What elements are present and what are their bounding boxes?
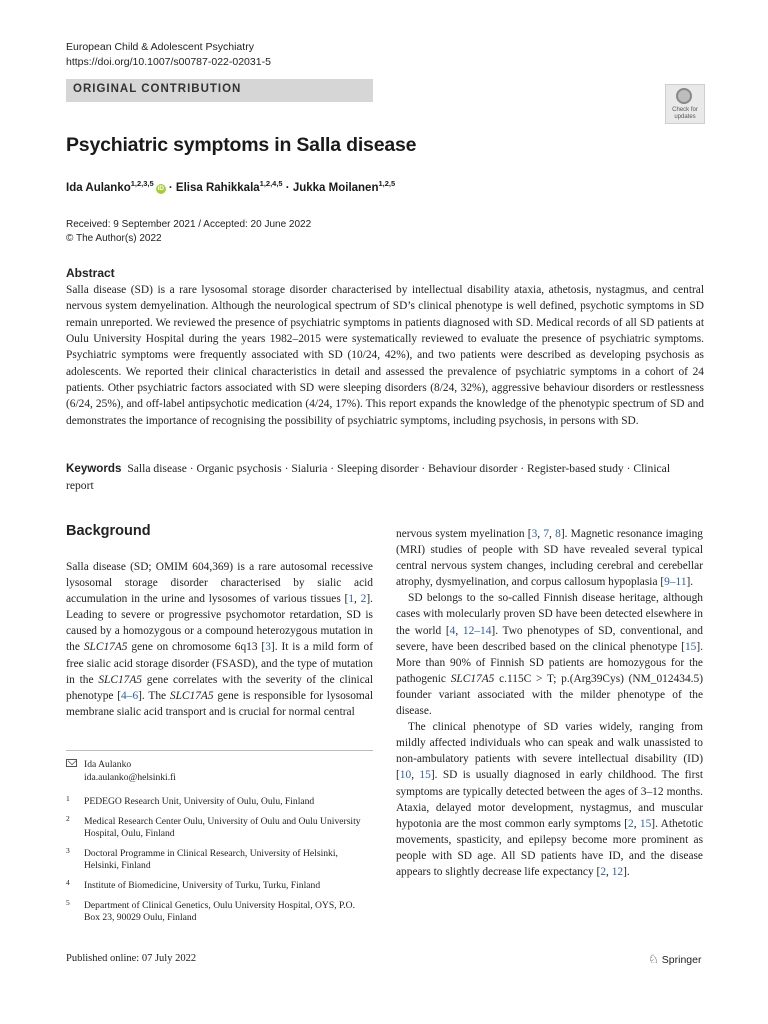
citation-link[interactable]: 4–6 xyxy=(121,689,139,702)
copyright-line: © The Author(s) 2022 xyxy=(66,233,162,244)
section-heading-background: Background xyxy=(66,523,151,539)
text-run: , xyxy=(549,528,556,540)
check-updates-icon xyxy=(676,88,692,104)
publisher-name: Springer xyxy=(661,954,702,966)
author-name[interactable]: Elisa Rahikkala xyxy=(175,181,260,194)
journal-header xyxy=(66,40,271,70)
text-run: , xyxy=(606,865,612,878)
abstract-heading: Abstract xyxy=(66,266,115,280)
citation-link[interactable]: 15 xyxy=(684,640,697,653)
affiliation-number: 3 xyxy=(66,845,70,855)
body-paragraph xyxy=(396,526,703,590)
citation-link[interactable]: 12 xyxy=(611,865,624,878)
body-paragraph xyxy=(66,559,373,720)
orcid-icon[interactable]: iD xyxy=(157,184,164,192)
journal-name: European Child & Adolescent Psychiatry xyxy=(66,41,254,53)
envelope-icon xyxy=(66,759,77,767)
citation-link[interactable]: 3 xyxy=(531,528,538,540)
body-column-right xyxy=(396,526,703,880)
author-name[interactable]: Ida Aulanko xyxy=(66,181,131,194)
article-type-label: ORIGINAL CONTRIBUTION xyxy=(73,83,242,95)
text-run: , xyxy=(537,528,544,540)
citation-link[interactable]: 12–14 xyxy=(462,624,492,637)
text-run: ]. xyxy=(623,865,630,878)
citation-link[interactable]: 1 xyxy=(348,593,355,606)
affiliation-item xyxy=(66,897,373,925)
keywords-label: Keywords xyxy=(66,462,122,475)
keywords xyxy=(66,461,696,494)
text-run: ]. More than 90% of Finnish SD patients are homozygous for the pathogenic xyxy=(396,640,703,685)
text-run: ]. Two phenotypes of SD, conventional, and severe, have been described based on the clinical phenotype [ xyxy=(396,624,703,653)
body-column-left xyxy=(66,559,373,720)
citation-link[interactable]: 8 xyxy=(555,528,561,540)
badge-line2: updates xyxy=(674,114,696,120)
affiliation-item xyxy=(66,877,373,893)
affiliation-text: PEDEGO Research Unit, University of Oulu, Oulu, Finland xyxy=(84,796,315,807)
text-run: Salla disease (SD; OMIM 604,369) is a rare autosomal recessive lysosomal storage disorder characterised by sialic acid accumulation in the urine and lysosomes of various tissues [ xyxy=(66,561,373,606)
affiliation-number: 4 xyxy=(66,877,70,887)
body-paragraph xyxy=(396,719,703,880)
affiliation-text: Department of Clinical Genetics, Oulu University Hospital, OYS, P.O. Box 23, 90029 Oulu, Finland xyxy=(84,899,355,924)
affiliations-list xyxy=(66,796,373,932)
text-run: c.115C > T; p.(Arg39Cys) (NM_012434.5) founder variant associated with the milder phenotype of the disease. xyxy=(396,672,703,718)
text-run: ]. Leading to severe or progressive psychomotor retardation, SD is caused by a homozygous or a compound heterozygous mutation in the xyxy=(66,593,373,654)
affiliation-number: 5 xyxy=(66,897,70,907)
text-run: gene on chromosome 6q13 [ xyxy=(127,641,266,654)
text-run: ]. xyxy=(686,576,694,589)
text-run: gene is responsible for lysosomal membrane sialic acid transport and is crucial for normal central xyxy=(66,689,374,718)
author-name[interactable]: Jukka Moilanen xyxy=(292,181,379,194)
author-separator: · xyxy=(165,181,176,194)
text-run: ]. SD is usually diagnosed in early childhood. The first symptoms are typically detected between the ages of 3–12 months. Ataxia, delayed motor development, nystagmus, and muscular hypotonia are the most common early symptoms [ xyxy=(396,769,703,830)
affiliation-item xyxy=(66,796,373,809)
citation-link[interactable]: 10 xyxy=(399,769,412,782)
check-for-updates-badge[interactable] xyxy=(665,84,705,124)
affiliation-text: Doctoral Programme in Clinical Research, University of Helsinki, Helsinki, Finland xyxy=(84,847,338,872)
text-run: , xyxy=(411,769,420,782)
received-accepted-dates: Received: 9 September 2021 / Accepted: 20 June 2022 xyxy=(66,219,312,230)
text-run: gene correlates with the severity of the clinical phenotype [ xyxy=(66,673,373,702)
author-affil-sup: 1,2,4,5 xyxy=(259,179,283,188)
citation-link[interactable]: 2 xyxy=(600,865,607,878)
corresponding-author: Ida Aulanko xyxy=(84,759,132,770)
text-run: ]. It is a mild form of free sialic acid storage disorder (FSASD), and the type of mutation in the xyxy=(66,641,374,686)
abstract-text: Salla disease (SD) is a rare lysosomal storage disorder characterised by intellectual disability ataxia, athetosis, nystagmus, and central nervous system demyelination. Although the neurological spectrum of SD’s clinical phenotype is well defined, psychotic symptoms in SD remain unreported. We reviewed the presence of psychiatric symptoms in patients diagnosed with SD. Medical records of all SD patients at Oulu University Hospital during the years 1982–2015 were systematically reviewed to evaluate the presence of psychiatric symptoms. Psychiatric symptoms were frequently associated with SD (10/24, 42%), and two patients were described as developing psychosis as adolescents. We reported their clinical characteristics in detail and assessed the prevalence of psychiatric symptoms in a cohort of 24 patients. Other psychiatric factors associated with SD were sleeping disorders (8/24, 32%), aggressive behaviour disorders or restlessness (6/24, 25%), and off-label antipsychotic medication (4/24, 17%). This report expands the knowledge of the phenotypic spectrum of SD and demonstrates the importance of recognising the possibility of psychiatric symptoms, including psychosis, in persons with SD. xyxy=(66,284,704,427)
publisher-logo[interactable] xyxy=(648,952,701,966)
text-run: , xyxy=(455,624,463,637)
article-type-banner xyxy=(66,79,373,102)
gene-name: SLC17A5 xyxy=(169,689,214,702)
doi-link[interactable]: https://doi.org/10.1007/s00787-022-02031-5 xyxy=(66,56,271,68)
keywords-text: Salla disease · Organic psychosis · Sialuria · Sleeping disorder · Behaviour disorder · Register-based study · Clinical report xyxy=(66,462,671,492)
citation-link[interactable]: 15 xyxy=(639,817,652,830)
affiliation-item xyxy=(66,813,373,841)
text-run: , xyxy=(354,593,361,606)
article-title: Psychiatric symptoms in Salla disease xyxy=(66,134,417,156)
citation-link[interactable]: 3 xyxy=(265,641,271,654)
author-affil-sup: 1,2,5 xyxy=(378,179,396,188)
text-run: ]. Athetotic movements, spasticity, and epilepsy become more prominent as people with SD age. All SD patients have ID, and the disease appears to slightly decrease life expectancy [ xyxy=(396,817,703,878)
body-paragraph xyxy=(396,590,703,719)
article-dates xyxy=(66,218,311,246)
gene-name: SLC17A5 xyxy=(98,673,142,686)
gene-name: SLC17A5 xyxy=(450,672,495,685)
affiliation-text: Medical Research Center Oulu, University of Oulu and Oulu University Hospital, Oulu, Finland xyxy=(84,815,361,840)
springer-horse-icon: ♘ xyxy=(648,952,659,966)
citation-link[interactable]: 2 xyxy=(360,593,367,606)
text-run: SD belongs to the so-called Finnish disease heritage, although cases with molecularly proven SD have been detected elsewhere in the world [ xyxy=(396,592,703,637)
citation-link[interactable]: 7 xyxy=(543,528,550,540)
text-run: The clinical phenotype of SD varies widely, ranging from mildly affected individuals who can speak and walk unassisted to non-ambulatory patients with severe intellectual disability (ID) [ xyxy=(396,721,703,782)
text-run: ]. The xyxy=(138,689,170,702)
author-affil-sup: 1,2,3,5 xyxy=(130,179,154,188)
corresponding-email[interactable]: ida.aulanko@helsinki.fi xyxy=(84,772,176,783)
gene-name: SLC17A5 xyxy=(83,641,128,654)
affiliation-text: Institute of Biomedicine, University of Turku, Turku, Finland xyxy=(84,879,321,891)
citation-link[interactable]: 15 xyxy=(419,769,431,782)
author-separator: · xyxy=(282,181,293,194)
citation-link[interactable]: 4 xyxy=(449,624,456,637)
published-online-date: Published online: 07 July 2022 xyxy=(66,953,197,964)
affiliation-number: 2 xyxy=(66,813,70,823)
affiliation-item xyxy=(66,845,373,873)
text-run: nervous system myelination [ xyxy=(396,528,532,540)
footnote-divider xyxy=(66,750,373,751)
affiliation-number: 1 xyxy=(66,794,70,803)
text-run: , xyxy=(633,817,640,830)
author-list xyxy=(66,179,395,194)
badge-line1: Check for xyxy=(672,107,698,113)
citation-link[interactable]: 2 xyxy=(628,817,634,830)
text-run: ]. Magnetic resonance imaging (MRI) studies of people with SD have revealed several typical central nervous system changes, including cerebral and cerebellar atrophy, dysmyelination, and corpus callosum hypoplasia [ xyxy=(396,528,704,589)
citation-link[interactable]: 9–11 xyxy=(664,576,687,589)
